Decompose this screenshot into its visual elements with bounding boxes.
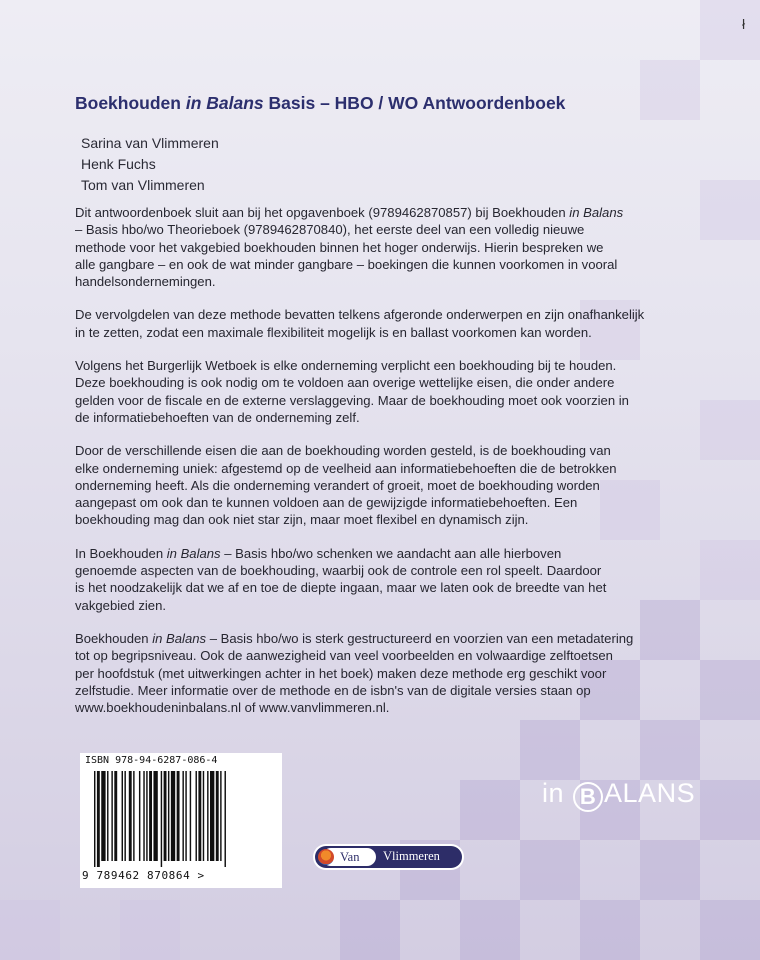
- text-line: In Boekhouden: [75, 545, 167, 561]
- barcode-bar: [153, 771, 157, 861]
- text-line: methode voor het vakgebied boekhouden binnen het hoger onderwijs. Hierin bespreken we: [75, 239, 604, 255]
- blurb-text: [75, 204, 715, 732]
- barcode-bar: [94, 771, 95, 867]
- publisher-emblem-icon: [318, 849, 334, 865]
- text-italic: in Balans: [569, 205, 624, 220]
- barcode-bar: [182, 771, 183, 861]
- barcode-bars: [94, 771, 272, 867]
- barcode-bar: [210, 771, 214, 861]
- barcode-bar: [216, 771, 219, 861]
- bg-tile: [640, 840, 700, 900]
- title-prefix: Boekhouden: [75, 93, 186, 113]
- barcode-bar: [129, 771, 132, 861]
- barcode-bar: [107, 771, 108, 861]
- website-links: www.boekhoudeninbalans.nl of www.vanvlimmeren.nl.: [75, 700, 390, 716]
- text-line: Door de verschillende eisen die aan de boekhouding worden gesteld, is de boekhouding van: [75, 443, 611, 459]
- bg-tile: [700, 900, 760, 960]
- title-suffix: Basis – HBO / WO Antwoordenboek: [263, 93, 566, 113]
- author-name: Sarina van Vlimmeren: [81, 135, 219, 151]
- text-line: onderneming heeft. Als die onderneming verandert of groeit, moet de boekhouding worden: [75, 477, 600, 493]
- logo-ring-letter: B: [573, 782, 603, 812]
- text-line: de informatiebehoeften van de onderneming zelf.: [75, 409, 360, 425]
- text-line: genoemde aspecten van de boekhouding, waarbij ook de controle een rol speelt. Daardoor: [75, 563, 602, 579]
- text-line: – Basis hbo/wo is sterk gestructureerd en voorzien van een metadatering: [206, 630, 634, 646]
- barcode-bar: [207, 771, 208, 861]
- barcode-bar: [97, 771, 100, 867]
- bg-tile: [700, 780, 760, 840]
- paragraph-structure: [75, 630, 715, 716]
- isbn-digits: 9 789462 870864 >: [82, 869, 205, 882]
- title-italic: in Balans: [185, 93, 264, 113]
- barcode-bar: [133, 771, 134, 861]
- author-name: Tom van Vlimmeren: [81, 177, 205, 193]
- barcode-bar: [168, 771, 169, 861]
- text-line: handelsondernemingen.: [75, 274, 216, 290]
- text-line: boekhouding mag dan ook niet star zijn, maar moet flexibel en dynamisch zijn.: [75, 512, 529, 528]
- text-italic: in Balans: [166, 545, 221, 561]
- text-line: Volgens het Burgerlijk Wetboek is elke onderneming verplicht een boekhouding bij te houden.: [75, 358, 617, 374]
- barcode-bar: [164, 771, 167, 861]
- barcode-bar: [190, 771, 191, 861]
- in-balans-logo: [542, 778, 695, 812]
- bg-tile: [340, 900, 400, 960]
- paragraph-follow-up: [75, 306, 715, 341]
- bg-tile: [580, 900, 640, 960]
- text-line: zelfstudie. Meer informatie over de methode en de isbn's van de digitale versies staan op: [75, 682, 591, 698]
- text-line: Dit antwoordenboek sluit aan bij het opgavenboek (9789462870857) bij Boekhouden: [75, 205, 570, 220]
- paragraph-law: [75, 357, 715, 426]
- barcode-bar: [101, 771, 105, 861]
- barcode-bar: [185, 771, 186, 861]
- text-line: elke onderneming uniek: afgestemd op de veelheid aan informatiebehoeften die de betrokken: [75, 460, 617, 476]
- text-line: Deze boekhouding is ook nodig om te voldoen aan overige wettelijke eisen, die onder andere: [75, 375, 615, 391]
- bg-tile: [460, 900, 520, 960]
- logo-text-in: in: [542, 778, 565, 808]
- author-name: Henk Fuchs: [81, 156, 156, 172]
- barcode-bar: [196, 771, 197, 861]
- bg-tile: [0, 900, 60, 960]
- text-line: per hoofdstuk (met uitwerkingen achter in het boek) maken deze methode erg geschikt voor: [75, 665, 607, 681]
- text-line: – Basis hbo/wo schenken we aandacht aan alle hierboven: [220, 545, 562, 561]
- isbn-barcode: [80, 753, 282, 888]
- text-line: De vervolgdelen van deze methode bevatten telkens afgeronde onderwerpen en zijn onafhankelijk: [75, 307, 645, 323]
- text-line: aangepast om ook dan te kunnen voldoen aan de gewijzigde informatiebehoeften. Een: [75, 495, 578, 511]
- text-line: alle gangbare – en ook de wat minder gangbare – boekingen die kunnen voorkomen in vooral: [75, 256, 618, 272]
- text-line: tot op begripsniveau. Ook de aanwezigheid van veel voorbeelden en volwaardige zelftoetsen: [75, 648, 613, 664]
- publisher-logo: [315, 846, 462, 868]
- barcode-bar: [171, 771, 175, 861]
- barcode-bar: [149, 771, 152, 861]
- text-italic: in Balans: [152, 630, 207, 646]
- bg-tile: [460, 780, 520, 840]
- barcode-bar: [114, 771, 117, 861]
- book-title: [75, 93, 565, 114]
- barcode-bar: [203, 771, 204, 861]
- barcode-bar: [111, 771, 112, 861]
- barcode-bar: [225, 771, 226, 867]
- corner-mark: ł: [742, 16, 746, 32]
- barcode-bar: [177, 771, 180, 861]
- publisher-van: Van: [340, 850, 360, 864]
- paragraph-aspects: [75, 545, 715, 614]
- text-line: is het noodzakelijk dat we af en toe de diepte ingaan, maar we laten ook de breedte van het: [75, 580, 607, 596]
- text-line: Boekhouden: [75, 630, 153, 646]
- bg-tile: [120, 900, 180, 960]
- barcode-bar: [146, 771, 147, 861]
- publisher-name: Vlimmeren: [383, 849, 440, 863]
- barcode-bar: [139, 771, 140, 861]
- barcode-bar: [198, 771, 201, 861]
- isbn-label: ISBN 978-94-6287-086-4: [85, 755, 218, 766]
- text-line: – Basis hbo/wo Theorieboek (9789462870840), het eerste deel van een volledig nieuwe: [75, 222, 585, 238]
- text-line: gelden voor de fiscale en de externe verslaggeving. Maar de boekhouding moet ook voorzien in: [75, 392, 629, 408]
- barcode-bar: [161, 771, 162, 867]
- barcode-bar: [220, 771, 221, 861]
- bg-tile: [520, 840, 580, 900]
- barcode-bar: [143, 771, 144, 861]
- bg-tile: [700, 0, 760, 60]
- barcode-bar: [122, 771, 123, 861]
- bg-tile: [640, 60, 700, 120]
- barcode-bar: [124, 771, 125, 861]
- paragraph-intro: [75, 204, 715, 290]
- logo-text-rest: ALANS: [604, 778, 696, 808]
- text-line: vakgebied zien.: [75, 597, 166, 613]
- author-list: [81, 133, 219, 196]
- paragraph-requirements: [75, 442, 715, 528]
- text-line: in te zetten, zodat een maximale flexibiliteit mogelijk is en ballast voorkomen kan worden.: [75, 324, 592, 340]
